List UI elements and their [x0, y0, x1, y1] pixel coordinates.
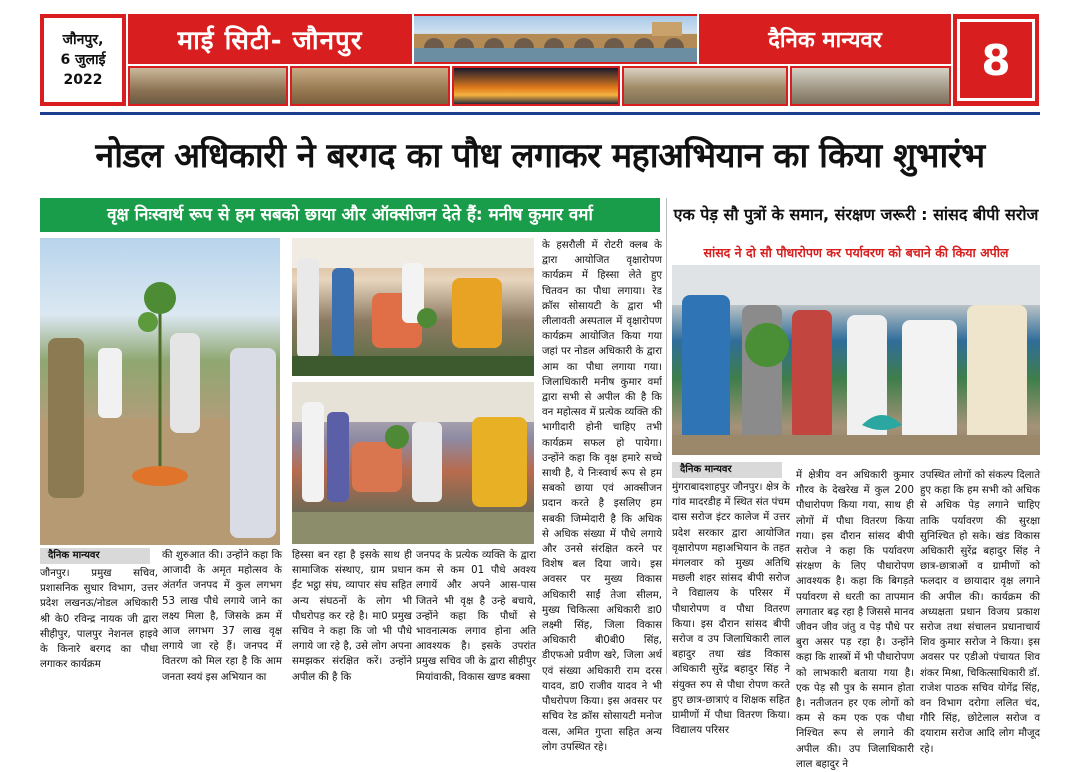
photo-group-planting-2-illustration	[292, 382, 534, 544]
newspaper-name: दैनिक मान्यवर	[699, 14, 951, 64]
left-story-column-4: जनपद के प्रत्येक व्यक्ति के द्वारा कम से कम 01 पौधे अवश्य लगायें और अपने आस-पास जितने भी वृक्ष है उन्हे बचाये, उन्होंने कहा कि पौधों से भावनात्मक लगाव होना अति आवश्यक है। इसके उपरांत प्रमुख सचिव जी के द्वारा सीहीपुर मियांवाकी, विकास खण्ड बक्सा	[416, 550, 536, 683]
brand-title: माई सिटी- जौनपुर	[128, 14, 412, 64]
left-story-column-5: के हसरौली में रोटरी क्लब के द्वारा आयोजित वृक्षारोपण कार्यक्रम में हिस्सा लेते हुए चितवन का पौधा लगाया। रेड क्रॉस सोसायटी के द्वारा भी लीलावती अस्पताल में वृक्षारोपण कार्यक्रम आयोजित किया गया जहां पर नोडल अधिकारी के द्वारा आम का पौधा लगाया गया। जिलाधिकारी मनीष कुमार वर्मा द्वारा सभी से अपील की है कि वन महोत्सव में प्रत्येक व्यक्ति की भागीदारी होनी चाहिए तभी कार्यक्रम सफल हो पायेगा। उन्होंने कहा कि वृक्ष हमारे सच्चे साथी है, ये निःस्वार्थ रूप से हम सबको छाया एवं आक्सीजन प्रदान करते है इसलिए हम सबकी जिम्मेदारी है कि अधिक से अधिक संख्या में पौधे लगाये और उनसे संरक्षित करने पर विशेष बल दिया जाये। इस अवसर पर मुख्य विकास अधिकारी साईं तेजा सीलम, मुख्य चिकित्सा अधिकारी डा0 लक्ष्मी सिंह, जिला विकास अधिकारी बी0बी0 सिंह, डीएफओ प्रवीण खरे, जिला अर्थ एवं संख्या अधिकारी राम दरस यादव, डा0 राजीव यादव ने भी पौधरोपण किया। इस अवसर पर सचिव रेड क्रॉस सोसायटी मनोज वत्स, अमित गुप्ता सहित अन्य लोग उपस्थित रहे।	[542, 240, 662, 753]
header-rule	[40, 112, 1040, 115]
masthead-photo-4	[622, 66, 788, 106]
date-place: जौनपुर,	[62, 32, 104, 48]
right-red-subheadline: सांसद ने दो सौ पौधारोपण कर पर्यावरण को बचाने की किया अपील	[703, 245, 1009, 260]
page-number: 8	[957, 19, 1035, 101]
left-story-column-1: जौनपुर। प्रमुख सचिव, प्रशासनिक सुधार विभाग, उत्तर प्रदेश लखनऊ/नोडल अधिकारी श्री के0 रविन्द्र नायक जी द्वारा सीहीपुर, पालपुर नेशनल हाइवे के किनारे बरगद का पौधा लगाकर कार्यक्रम	[40, 568, 158, 671]
left-subheadline: वृक्ष निःस्वार्थ रूप से हम सबको छाया और ऑक्सीजन देते हैं: मनीष कुमार वर्मा	[40, 198, 660, 232]
left-story-column-3: हिस्सा बन रहा है इसके साथ ही सामाजिक संस्थाए, ग्राम प्रधान ईंट भट्ठा संघ, व्यापार संघ सहित अन्य संघठनों के लोग भी पौधरोपड़ कर रहे है। मा0 प्रमुख सचिव ने कहा कि जो भी पौधे लगाये जा रहे है, उसे लोग अपना समझकर संरक्षित करें। उन्होंने अपील की है कि	[292, 550, 412, 683]
bridge-illustration	[414, 16, 697, 62]
date-box	[40, 14, 126, 106]
right-byline: दैनिक मान्यवर	[672, 462, 782, 478]
masthead-photo-5	[790, 66, 951, 106]
photo-planting-banyan-illustration	[40, 238, 280, 545]
photo-group-planting-1	[292, 238, 534, 376]
right-story-column-2: में क्षेत्रीय वन अधिकारी कुमार गौरव के देखरेख में कुल 200 पौधारोपण किया गया, साथ ही लोगों में पौधा वितरण किया गया। इस दौरान सांसद बीपी सरोज ने कहा कि पर्यावरण संरक्षण के लिए पौधारोपण आवश्यक है। कहा कि बिगड़ते पर्यावरण से धरती का तापमान लगातार बढ़ रहा है जिससे मानव जीवन जीव जंतु व पेड़ पौधे पर बुरा असर पड़ रहा है। उन्होंने कहा कि शास्त्रों में भी पौधारोपण को लाभकारी बताया गया है। एक पेड़ सौ पुत्र के समान होता है। नतीजतन हर एक लोगों को कम से कम एक एक पौधा निश्चित रूप से लगाने की अपील की। उप जिलाधिकारी लाल बहादुर ने	[796, 470, 914, 770]
story-divider	[666, 198, 667, 674]
masthead-photo-2	[290, 66, 450, 106]
photo-group-planting-2	[292, 382, 534, 544]
left-story-column-2: की शुरुआत की। उन्होंने कहा कि आजादी के अमृत महोत्सव के अंतर्गत जनपद में कुल लगभग 53 लाख पौधे लगाये जाने का लक्ष्य मिला है, जिसके क्रम में आज लगभग 37 लाख वृक्ष लगाये जा रहे हैं। जनपद में वितरण को मिल रहा है कि आम जनता स्वयं इस अभियान का	[162, 550, 282, 683]
photo-mp-planting-illustration	[672, 265, 1040, 455]
photo-mp-planting	[672, 265, 1040, 455]
right-story-column-3: उपस्थित लोगों को संकल्प दिलाते हुए कहा कि हम सभी को अधिक से अधिक पेड़ लगाने चाहिए ताकि पर्यावरण की सुरक्षा सुनिश्चित हो सके। खंड विकास अधिकारी सुरेंद्र बहादुर सिंह ने छात्र-छात्राओं व ग्रामीणों को फलदार व छायादार वृक्ष लगाने की अपील की। कार्यक्रम की अध्यक्षता प्रधान विजय प्रकाश सरोज तथा संचालन प्रधानाचार्य शिव कुमार सरोज ने किया। इस अवसर पर एडीओ पंचायत शिव शंकर मिश्रा, चिकित्साधिकारी डॉ. राजेश पाठक सचिव योगेंद्र सिंह, वन विभाग दरोगा ललित चंद, गौरि सिंह, छोटेलाल सरोज व दयाराम सरोज आदि लोग मौजूद रहे।	[920, 470, 1040, 755]
right-story-column-1: मुंगराबादशाहपुर जौनपुर। क्षेत्र के गांव मादरडीह में स्थित संत पंचम दास सरोज इंटर कालेज में उत्तर प्रदेश सरकार द्वारा आयोजित वृक्षारोपण महाअभियान के तहत मंगलवार को मुख्य अतिथि मछली शहर सांसद बीपी सरोज ने विद्यालय के परिसर में पौधारोपण व पौधा वितरण किया। इस दौरान सांसद बीपी सरोज व उप जिलाधिकारी लाल बहादुर तथा खंड विकास अधिकारी सुरेंद्र बहादुर सिंह ने संयुक्त रुप से पौधा रोपण करते हुए छात्र-छात्राएं व शिक्षक सहित ग्रामीणों में पौधा वितरण किया। विद्यालय परिसर	[672, 482, 790, 737]
photo-group-planting-1-illustration	[292, 238, 534, 376]
date-day: 6 जुलाई	[60, 52, 106, 68]
photo-planting-banyan	[40, 238, 280, 545]
date-year: 2022	[63, 72, 103, 88]
masthead-photo-1	[128, 66, 288, 106]
banner-photo-bridge	[414, 14, 697, 64]
left-byline: दैनिक मान्यवर	[40, 548, 150, 564]
main-headline: नोडल अधिकारी ने बरगद का पौध लगाकर महाअभियान का किया शुभारंभ	[95, 136, 985, 176]
masthead-photo-3	[452, 66, 620, 106]
page-number-box	[953, 14, 1039, 106]
right-subheadline: एक पेड़ सौ पुत्रों के समान, संरक्षण जरूरी : सांसद बीपी सरोज	[673, 205, 1039, 224]
